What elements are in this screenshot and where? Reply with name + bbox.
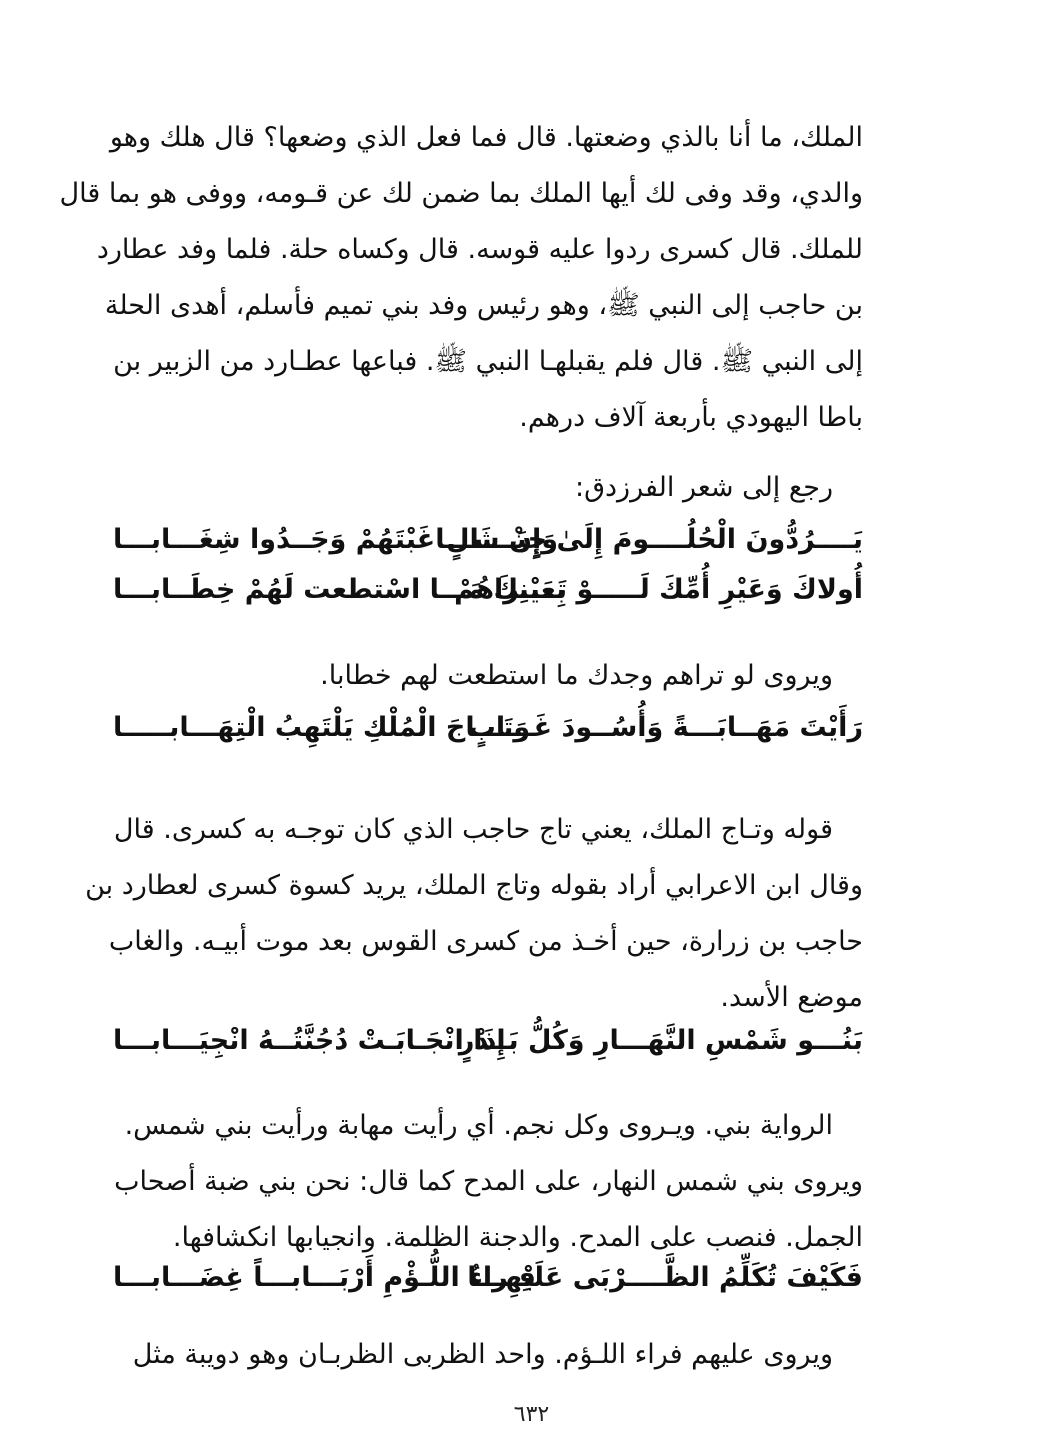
page-number: ٦٣٢ bbox=[513, 1402, 550, 1427]
text-line: بن حاجب إلى النبي ﷺ، وهو رئيس وفد بني تميم فأسلم، أهدى الحلة bbox=[104, 290, 863, 321]
verse-hemistich-first: أُولاكَ وَعَيْرِ أُمِّكَ لَـــــوْ تَــــراهُمْ bbox=[454, 574, 863, 605]
text-line: موضع الأسد. bbox=[720, 982, 863, 1013]
paragraph-1 bbox=[59, 110, 863, 446]
verse-hemistich-first: بَنُـــو شَمْسِ النَّهَـــارِ وَكُلُّ بَــدْرٍ bbox=[458, 1025, 863, 1056]
text-line: الجمل. فنصب على المدح. والدجنة الظلمة. وانجيابها انكشافها. bbox=[172, 1222, 863, 1253]
verse-line bbox=[113, 700, 863, 756]
paragraph-4 bbox=[85, 802, 863, 1026]
verse-hemistich-first: يَــــرُدُّونَ الْحُلُــــومَ إِلَىٰ جِبَــــالٍ bbox=[446, 524, 863, 555]
text-line: حاجب بن زرارة، حين أخـذ من كسرى القوس بعد موت أبيـه. والغاب bbox=[108, 926, 863, 957]
text-line: والدي، وقد وفى لك أيها الملك بما ضمن لك عن قـومه، ووفى هو بما قال bbox=[59, 178, 863, 209]
text-line: الملك، ما أنا بالذي وضعتها. قال فما فعل الذي وضعها؟ قال هلك وهو bbox=[109, 122, 863, 153]
verse-hemistich-first: فَكَيْفَ تُكَلِّمُ الظَّــــرْبَى عَلَيْهِـــا bbox=[467, 1262, 863, 1293]
verse-line bbox=[113, 1013, 863, 1069]
text-line: الرواية بني. ويـروى وكل نجم. أي رأيت مهابة ورأيت بني شمس. bbox=[124, 1110, 833, 1141]
verse-hemistich-second: بِعَيْنِكَ مَـــا اسْتطعت لَهُمْ خِطَــابـــا bbox=[113, 574, 567, 605]
verse-line bbox=[113, 1250, 863, 1306]
text-line: وقال ابن الاعرابي أراد بقوله وتاج الملك، يريد كسوة كسرى لعطارد بن bbox=[85, 870, 863, 901]
text-line: ويروى بني شمس النهار، على المدح كما قال: نحن بني ضبة أصحاب bbox=[114, 1166, 863, 1197]
verse-line bbox=[113, 512, 863, 568]
text-line: ويروى لو تراهم وجدك ما استطعت لهم خطابا. bbox=[320, 660, 833, 691]
text-line: ويروى عليهم فراء اللـؤم. واحد الظربى الظربـان وهو دويبة مثل bbox=[132, 1339, 833, 1370]
paragraph-6 bbox=[113, 1327, 863, 1383]
verse-hemistich-first: رَأَيْتَ مَهَــابَـــةً وَأُسُــودَ غَـــابٍ bbox=[468, 712, 863, 743]
verse-line bbox=[113, 562, 863, 618]
verse-hemistich-second: وَتَـــاجَ الْمُلْكِ يَلْتَهِبُ الْتِهَـــابـــــا bbox=[113, 712, 531, 743]
verse-hemistich-second: إِذَا انْجَـابَـتْ دُجُنَّتُــهُ انْجِيَـــابـــا bbox=[113, 1025, 506, 1056]
text-line: إلى النبي ﷺ. قال فلم يقبلهـا النبي ﷺ. فباعها عطـارد من الزبير بن bbox=[113, 346, 863, 377]
paragraph-2 bbox=[83, 460, 833, 516]
paragraph-5 bbox=[113, 1098, 863, 1266]
text-line: باطا اليهودي بأربعة آلاف درهم. bbox=[519, 402, 863, 433]
verse-hemistich-second: فِـراءُ اللُّـؤْمِ أَرْبَـــابـــاً غِضَـــابـــا bbox=[113, 1262, 536, 1293]
text-line: للملك. قال كسرى ردوا عليه قوسه. قال وكساه حلة. فلما وفد عطارد bbox=[96, 234, 863, 265]
paragraph-3 bbox=[83, 648, 833, 704]
text-line: قوله وتـاج الملك، يعني تاج حاجب الذي كان توجـه به كسرى. قال bbox=[113, 814, 833, 845]
verse-hemistich-second: وَإِنْ شَـــاغَبْتَهُمْ وَجَــدُوا شِغَـــابـــا bbox=[113, 524, 559, 555]
text-line: رجع إلى شعر الفرزدق: bbox=[574, 472, 833, 503]
